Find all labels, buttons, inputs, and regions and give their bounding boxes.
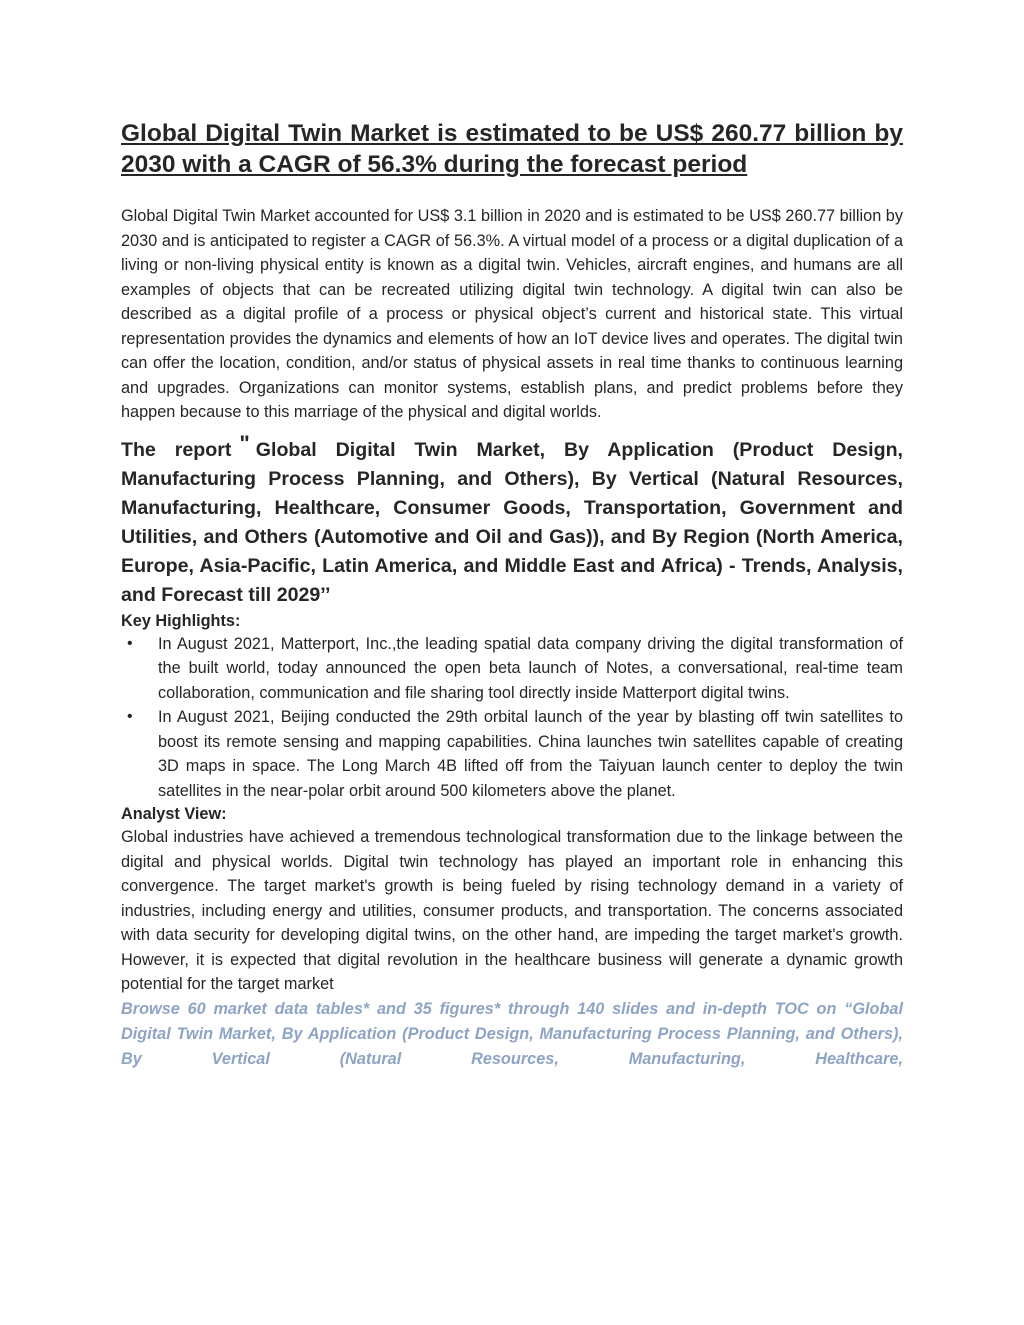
bullet-icon: • [127, 708, 133, 725]
bullet-icon: • [127, 634, 133, 652]
report-open-quote: " [239, 430, 250, 456]
browse-toc-link[interactable]: Browse 60 market data tables* and 35 figures* through 140 slides and in-depth TOC on “Global Digital Twin Market, By Application (Product Design, Manufacturing Process Planning, and Others), By Vertical (Natural Resources, Manufacturing, Healthcare, [121, 999, 903, 1068]
highlight-text: In August 2021, Matterport, Inc.,the leading spatial data company driving the digital transformation of the built world, today announced the open beta launch of Notes, a conversational, real-time team collaboration, communication and file sharing tool directly inside Matterport digital twins. [158, 634, 903, 702]
analyst-view-paragraph: Global industries have achieved a tremendous technological transformation due to the linkage between the digital and physical worlds. Digital twin technology has played an important role in enhancing this convergence. The target market's growth is being fueled by rising technology demand in a variety of industries, including energy and utilities, consumer products, and transportation. The concerns associated with data security for developing digital twins, on the other hand, are impeding the target market's growth. However, it is expected that digital revolution in the healthcare business will generate a dynamic growth potential for the target market [121, 828, 903, 993]
intro-paragraph: Global Digital Twin Market accounted for US$ 3.1 billion in 2020 and is estimated to be US$ 260.77 billion by 2030 and is anticipated to register a CAGR of 56.3%. A virtual model of a process or a digital duplication of a living or non-living physical entity is known as a digital twin. Vehicles, aircraft engines, and humans are all examples of objects that can be recreated utilizing digital twin technology. A digital twin can also be described as a digital profile of a process or physical object’s current and historical state. This virtual representation provides the dynamics and elements of how an IoT device lives and operates. The digital twin can offer the location, condition, and/or status of physical assets in real time thanks to continuous learning and upgrades. Organizations can monitor systems, establish plans, and predict problems before they happen because to this marriage of the physical and digital worlds. [121, 207, 903, 421]
list-item [121, 705, 903, 803]
report-title [121, 429, 903, 610]
highlight-text: In August 2021, Beijing conducted the 29th orbital launch of the year by blasting off twin satellites to boost its remote sensing and mapping capabilities. China launches twin satellites capable of creating 3D maps in space. The Long March 4B lifted off from the Taiyuan launch center to deploy the twin satellites in the near-polar orbit around 500 kilometers above the planet. [158, 708, 903, 800]
list-item [121, 632, 903, 706]
document-title: Global Digital Twin Market is estimated to be US$ 260.77 billion by 2030 with a CAGR of 56.3% during the forecast period [121, 120, 903, 178]
analyst-view-heading: Analyst View: [121, 805, 227, 823]
document-page [121, 118, 903, 1072]
key-highlights-list [121, 632, 903, 804]
report-title-text: Global Digital Twin Market, By Application (Product Design, Manufacturing Process Planning, and Others), By Vertical (Natural Resources, Manufacturing, Healthcare, Consumer Goods, Transportation, Government and Utilities, and Others (Automotive and Oil and Gas)), and By Region (North America, Europe, Asia-Pacific, Latin America, and Middle East and Africa) - Trends, Analysis, and Forecast till 2029’’ [121, 438, 903, 606]
key-highlights-heading: Key Highlights: [121, 611, 241, 630]
report-lead: The report [121, 438, 232, 461]
